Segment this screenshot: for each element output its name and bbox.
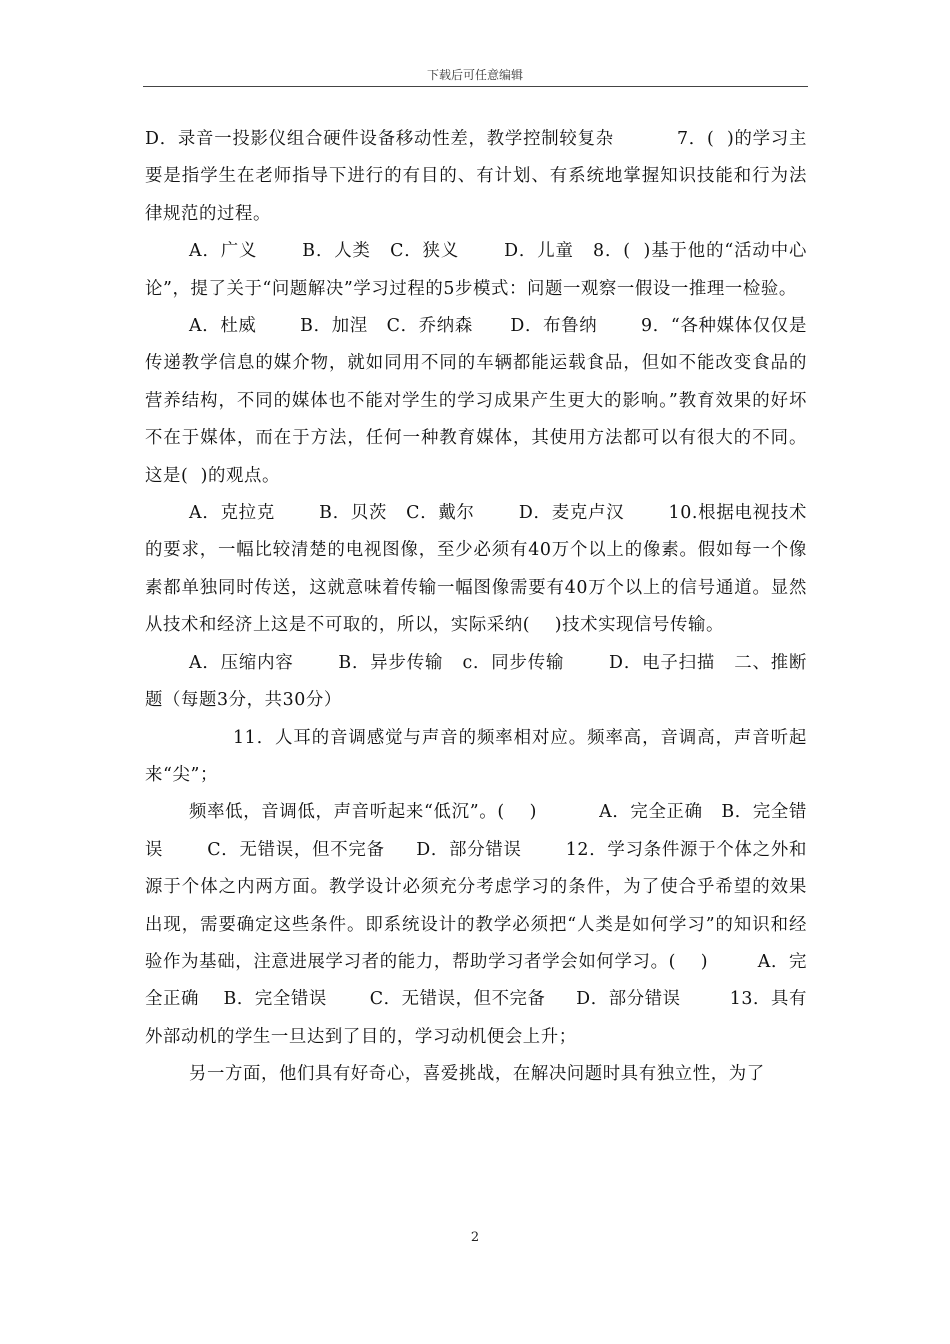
paragraph-q11: 11．人耳的音调感觉与声音的频率相对应。频率高，音调高，声音听起来“尖”；: [145, 727, 807, 785]
page-header: 下载后可任意编辑: [426, 68, 523, 82]
paragraph-q7: D．录音一投影仪组合硬件设备移动性差，教学控制较复杂 7．( )的学习主要是指学生在老师指导下进行的有目的、有计划、有系统地掌握知识技能和行为法律规范的过程。: [145, 129, 807, 224]
paragraph-q11-q13: 频率低，音调低，声音听起来“低沉”。( ) A．完全正确 B．完全错误 C．无错误，但不完备 D．部分错误 12．学习条件源于个体之外和源于个体之内两方面。教学设计必须充分考虑学习的条件，为了使合乎希望的效果出现，需要确定这些条件。即系统设计的教学必须把“人类是如何学习”的知识和经验作为基础，注意进展学习者的能力，帮助学习者学会如何学习。( ) A．完全正确 B．完全错误 C．无错误，但不完备 D．部分错误 13．具有外部动机的学生一旦达到了目的，学习动机便会上升；: [145, 802, 807, 1047]
paragraph-q10: A．克拉克 B．贝茨 C．戴尔 D．麦克卢汉 10.根据电视技术的要求，一幅比较清楚的电视图像，至少必须有40万个以上的像素。假如每一个像素都单独同时传送，这就意味着传输一幅图像需要有40万个以上的信号通道。显然从技术和经济上这是不可取的，所以，实际采纳( )技术实现信号传输。: [145, 503, 807, 636]
paragraph-section-two: A．压缩内容 B．异步传输 c．同步传输 D．电子扫描 二、推断题（每题3分，共30分）: [145, 652, 807, 711]
paragraph-q13-continued: 另一方面，他们具有好奇心，喜爱挑战，在解决问题时具有独立性，为了: [189, 1064, 765, 1085]
header-divider: [143, 86, 808, 87]
document-body: [145, 121, 807, 1094]
paragraph-q8: A．广义 B．人类 C．狭义 D．儿童 8．( )基于他的“活动中心论”，提了关于“问题解决”学习过程的5步模式：问题一观察一假设一推理一检验。: [145, 241, 807, 299]
paragraph-q9: A．杜威 B．加涅 C．乔纳森 D．布鲁纳 9．“各种媒体仅仅是传递教学信息的媒介物，就如同用不同的车辆都能运载食品，但如不能改变食品的营养结构，不同的媒体也不能对学生的学习成果产生更大的影响。”教育效果的好坏不在于媒体，而在于方法，任何一种教育媒体，其使用方法都可以有很大的不同。这是( )的观点。: [145, 316, 807, 486]
page-number: 2: [470, 1230, 480, 1245]
